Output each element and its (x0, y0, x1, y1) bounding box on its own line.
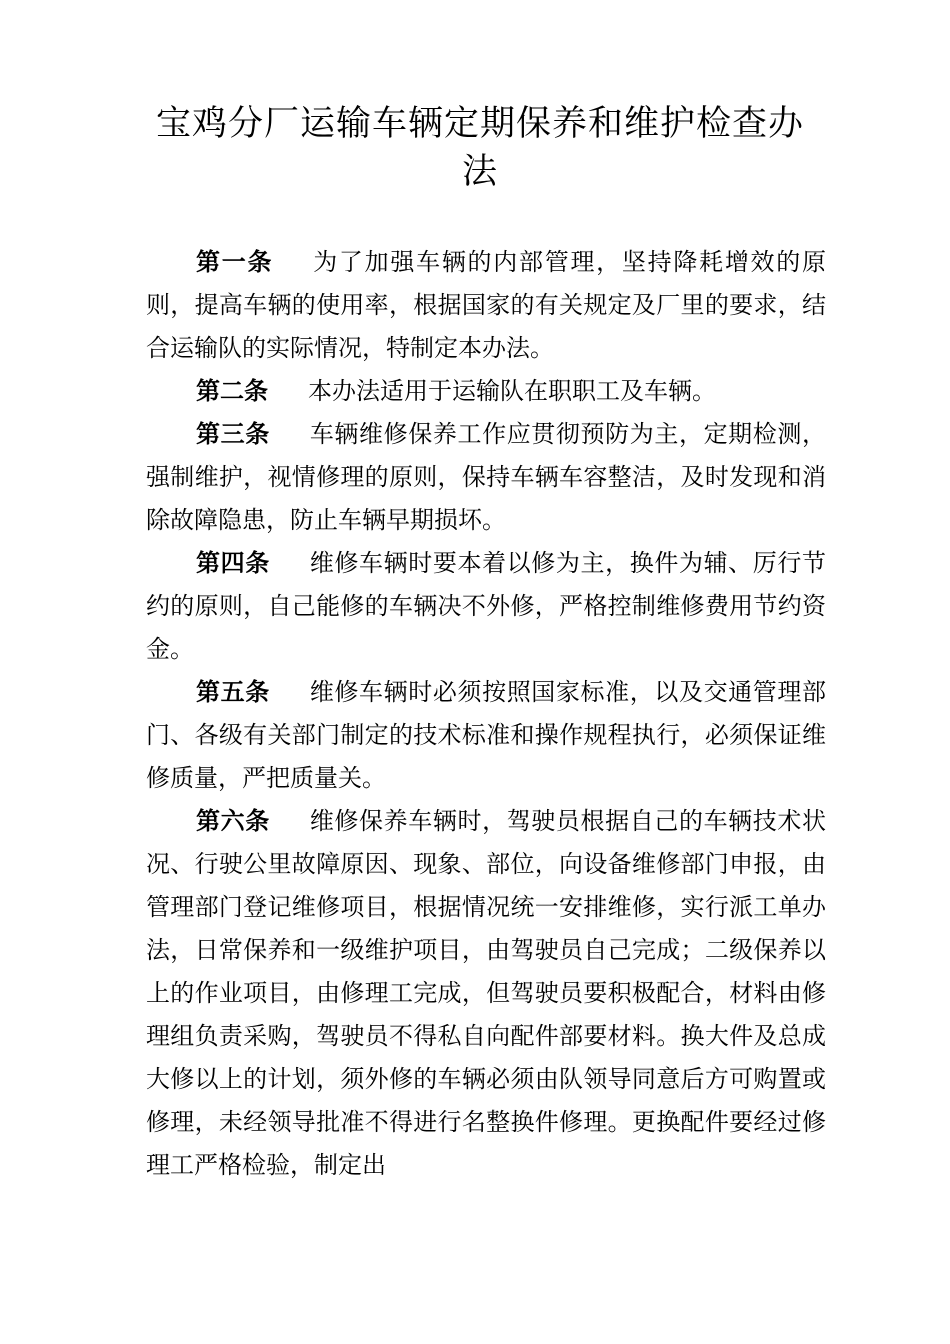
document-title (140, 100, 820, 196)
article-text: 本办法适用于运输队在职职工及车辆。 (308, 377, 716, 405)
article-text: 维修保养车辆时，驾驶员根据自己的车辆技术状况、行驶公里故障原因、现象、部位，向设备维修部门申报，由管理部门登记维修项目，根据情况统一安排维修，实行派工单办法，日常保养和一级维护项目，由驾驶员自己完成；二级保养以上的作业项目，由修理工完成，但驾驶员要积极配合，材料由修理组负责采购，驾驶员不得私自向配件部要材料。换大件及总成大修以上的计划，须外修的车辆必须由队领导同意后方可购置或修理，未经领导批准不得进行名整换件修理。更换配件要经过修理工严格检验，制定出 (146, 807, 827, 1179)
article-text: 车辆维修保养工作应贯彻预防为主，定期检测，强制维护，视情修理的原则，保持车辆车容整洁，及时发现和消除故障隐患，防止车辆早期损坏。 (146, 420, 827, 534)
article-text: 为了加强车辆的内部管理，坚持降耗增效的原则，提高车辆的使用率，根据国家的有关规定及厂里的要求，结合运输队的实际情况，特制定本办法。 (146, 248, 827, 362)
article-label: 第四条 (196, 549, 270, 577)
article-label: 第六条 (196, 807, 270, 835)
article-6 (146, 800, 826, 1187)
article-3 (146, 413, 826, 542)
article-text: 维修车辆时要本着以修为主，换件为辅、厉行节约的原则，自己能修的车辆决不外修，严格控制维修费用节约资金。 (146, 549, 827, 663)
document-title-line-2: 法 (461, 152, 498, 192)
document-title-line-1: 宝鸡分厂运输车辆定期保养和维护检查办 (155, 104, 804, 144)
article-2 (146, 370, 826, 413)
article-text: 维修车辆时必须按照国家标准，以及交通管理部门、各级有关部门制定的技术标准和操作规程执行，必须保证维修质量，严把质量关。 (146, 678, 827, 792)
article-label: 第二条 (196, 377, 268, 405)
document-body (146, 241, 826, 1187)
article-label: 第三条 (196, 420, 270, 448)
article-label: 第五条 (196, 678, 270, 706)
article-4 (146, 542, 826, 671)
article-5 (146, 671, 826, 800)
article-label: 第一条 (196, 248, 274, 276)
article-1 (146, 241, 826, 370)
